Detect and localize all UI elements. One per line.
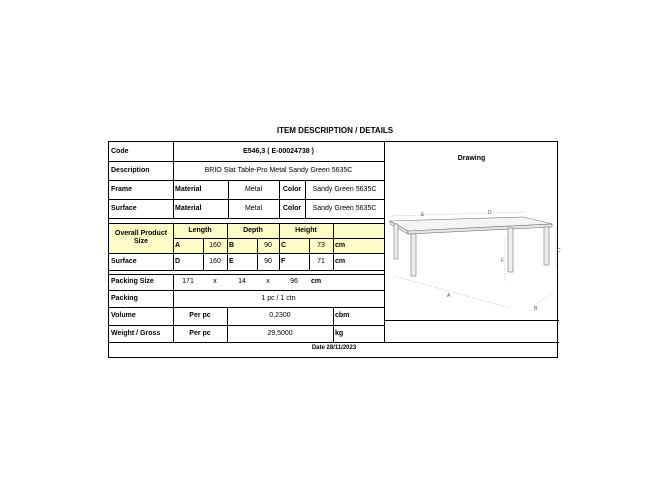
- frame-color-label: Color: [282, 185, 302, 193]
- dim-c-label: C: [279, 238, 309, 253]
- packing-size-label: Packing Size: [111, 278, 154, 286]
- dim-b-label: B: [227, 238, 257, 253]
- volume-value: 0,2300: [269, 312, 291, 320]
- packing-x1: x: [213, 278, 217, 286]
- table-leg-back-left: [394, 224, 398, 259]
- surface-material-value: Metal: [244, 204, 263, 212]
- dim-a-label: A: [173, 238, 203, 253]
- dim-d-value: 160: [209, 257, 221, 265]
- dim-c-value: 73: [309, 238, 333, 253]
- height-header: Height: [279, 223, 333, 238]
- overall-size-label-line2: Size: [133, 238, 148, 245]
- depth-header: Depth: [227, 223, 279, 238]
- table-leg-back-right: [544, 227, 549, 265]
- dim-e-value: 90: [264, 257, 272, 265]
- weight-label: Weight / Gross: [111, 329, 161, 337]
- table-drawing: [384, 210, 559, 320]
- drawing-label-b: B: [534, 306, 538, 312]
- overall-size-label-line1: Overall Product: [114, 230, 168, 238]
- item-details-sheet: [108, 141, 561, 358]
- surface-size-label: Surface: [111, 257, 137, 265]
- packing-label: Packing: [111, 294, 138, 302]
- frame-material-value: Metal: [244, 185, 263, 193]
- surface-unit: cm: [335, 257, 346, 265]
- drawing-label-a: A: [447, 293, 451, 299]
- dim-b-value: 90: [257, 238, 279, 253]
- packing-width: 14: [238, 278, 246, 286]
- packing-length: 171: [182, 278, 194, 286]
- frame-label: Frame: [111, 185, 133, 193]
- dim-a-value: 160: [203, 238, 227, 253]
- surface-label: Surface: [111, 204, 137, 212]
- dim-f-value: 71: [317, 257, 325, 265]
- document-title: ITEM DESCRIPTION / DETAILS: [276, 126, 394, 135]
- code-value: E546,3 ( E-00024738 ): [243, 147, 314, 155]
- packing-unit: cm: [311, 278, 322, 286]
- volume-label: Volume: [111, 312, 136, 320]
- volume-unit: cbm: [335, 312, 350, 320]
- overall-size-label: [109, 223, 173, 253]
- drawing-label-c: C: [557, 248, 561, 254]
- dim-d-label: D: [175, 257, 181, 265]
- weight-per: Per pc: [189, 329, 211, 337]
- drawing-label-e: E: [421, 212, 425, 218]
- packing-value: 1 pc / 1 ctn: [261, 294, 296, 302]
- table-leg-front-left: [411, 234, 416, 276]
- dim-e-label: E: [229, 257, 234, 265]
- surface-color-label: Color: [282, 204, 302, 212]
- description-label: Description: [111, 166, 150, 174]
- table-leg-front-right: [508, 228, 513, 272]
- description-value: BRIO Slat Table-Pro Metal Sandy Green 5635C: [204, 166, 353, 174]
- surface-color-value: Sandy Green 5635C: [312, 204, 377, 212]
- length-header: Length: [173, 223, 227, 238]
- weight-value: 29,5000: [267, 329, 293, 337]
- dim-f-label: F: [281, 257, 286, 265]
- surface-material-label: Material: [175, 204, 202, 212]
- packing-x2: x: [266, 278, 270, 286]
- weight-unit: kg: [335, 329, 344, 337]
- packing-height: 96: [290, 278, 298, 286]
- volume-per: Per pc: [189, 312, 211, 320]
- document-date: Date 28/11/2023: [311, 345, 357, 351]
- frame-color-value: Sandy Green 5635C: [312, 185, 377, 193]
- drawing-title: Drawing: [457, 155, 486, 162]
- drawing-label-d: D: [488, 210, 492, 216]
- overall-header-blank: [333, 223, 384, 238]
- overall-unit: cm: [333, 238, 384, 253]
- code-label: Code: [111, 147, 129, 155]
- frame-material-label: Material: [175, 185, 202, 193]
- drawing-label-f: F: [501, 258, 505, 264]
